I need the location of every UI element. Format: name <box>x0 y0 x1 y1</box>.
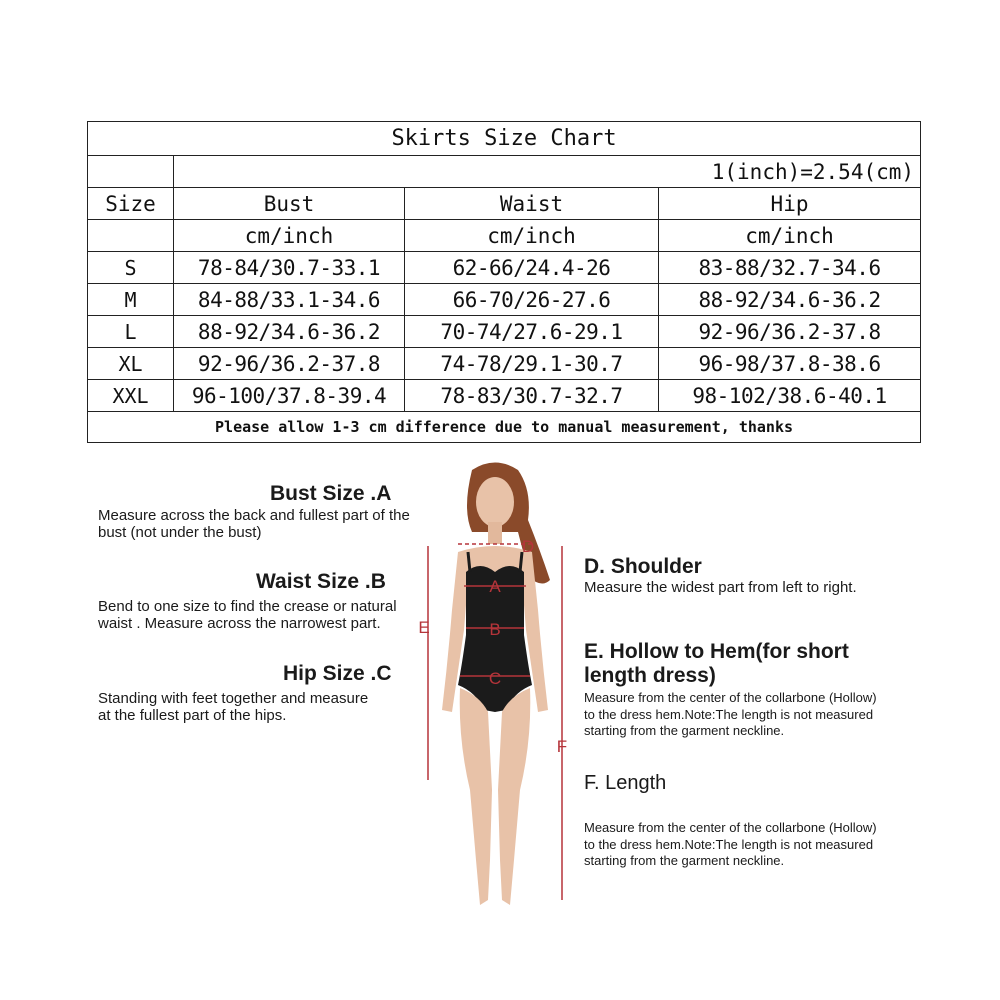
length-title: F. Length <box>584 772 667 794</box>
size-label: M <box>88 284 174 316</box>
measurement-note: Please allow 1-3 cm difference due to manual measurement, thanks <box>88 412 921 443</box>
table-row <box>88 316 921 348</box>
waist-description: Bend to one size to find the crease or natural waist . Measure across the narrowest part. <box>98 598 397 632</box>
waist-title: Waist Size .B <box>256 570 386 593</box>
bust-value: 92-96/36.2-37.8 <box>174 348 405 380</box>
table-row <box>88 252 921 284</box>
label-f: F <box>556 737 568 756</box>
unit-conversion: 1(inch)=2.54(cm) <box>174 156 921 188</box>
hip-description: Standing with feet together and measure at the fullest part of the hips. <box>98 690 369 724</box>
bust-value: 84-88/33.1-34.6 <box>174 284 405 316</box>
label-b: B <box>489 620 501 639</box>
hip-value: 83-88/32.7-34.6 <box>659 252 921 284</box>
size-chart-table <box>87 121 921 443</box>
bust-value: 78-84/30.7-33.1 <box>174 252 405 284</box>
waist-value: 62-66/24.4-26 <box>405 252 659 284</box>
shoulder-description: Measure the widest part from left to right. <box>584 579 857 596</box>
header-bust: Bust <box>174 188 405 220</box>
hip-value: 92-96/36.2-37.8 <box>659 316 921 348</box>
unit-hip: cm/inch <box>659 220 921 252</box>
waist-value: 66-70/26-27.6 <box>405 284 659 316</box>
bust-value: 88-92/34.6-36.2 <box>174 316 405 348</box>
size-label: XXL <box>88 380 174 412</box>
label-c: C <box>488 669 502 688</box>
size-label: L <box>88 316 174 348</box>
legs-shape <box>460 688 492 905</box>
size-label: S <box>88 252 174 284</box>
label-a: A <box>489 577 501 596</box>
length-description: Measure from the center of the collarbone (Hollow) to the dress hem.Note:The length is not measured starting from the garment neckline. <box>584 820 877 868</box>
hollow-title: E. Hollow to Hem(for short length dress) <box>584 640 849 687</box>
bust-description: Measure across the back and fullest part of the bust (not under the bust) <box>98 507 410 541</box>
label-e: E <box>418 618 430 637</box>
bust-value: 96-100/37.8-39.4 <box>174 380 405 412</box>
shoulder-title: D. Shoulder <box>584 555 702 578</box>
table-row <box>88 284 921 316</box>
hip-value: 98-102/38.6-40.1 <box>659 380 921 412</box>
unit-waist: cm/inch <box>405 220 659 252</box>
hip-title: Hip Size .C <box>283 662 392 685</box>
empty-cell <box>88 220 174 252</box>
head-shape <box>476 477 514 527</box>
bust-title: Bust Size .A <box>270 482 392 505</box>
unit-bust: cm/inch <box>174 220 405 252</box>
header-size: Size <box>88 188 174 220</box>
label-d: D <box>521 537 535 556</box>
table-title: Skirts Size Chart <box>88 122 921 156</box>
waist-value: 74-78/29.1-30.7 <box>405 348 659 380</box>
table-row <box>88 380 921 412</box>
hip-value: 96-98/37.8-38.6 <box>659 348 921 380</box>
empty-cell <box>88 156 174 188</box>
waist-value: 78-83/30.7-32.7 <box>405 380 659 412</box>
model-figure <box>410 460 580 920</box>
hip-value: 88-92/34.6-36.2 <box>659 284 921 316</box>
waist-value: 70-74/27.6-29.1 <box>405 316 659 348</box>
size-label: XL <box>88 348 174 380</box>
header-hip: Hip <box>659 188 921 220</box>
table-row <box>88 348 921 380</box>
neck-shape <box>488 522 502 544</box>
header-waist: Waist <box>405 188 659 220</box>
hollow-description: Measure from the center of the collarbone (Hollow) to the dress hem.Note:The length is not measured starting from the garment neckline. <box>584 690 877 738</box>
